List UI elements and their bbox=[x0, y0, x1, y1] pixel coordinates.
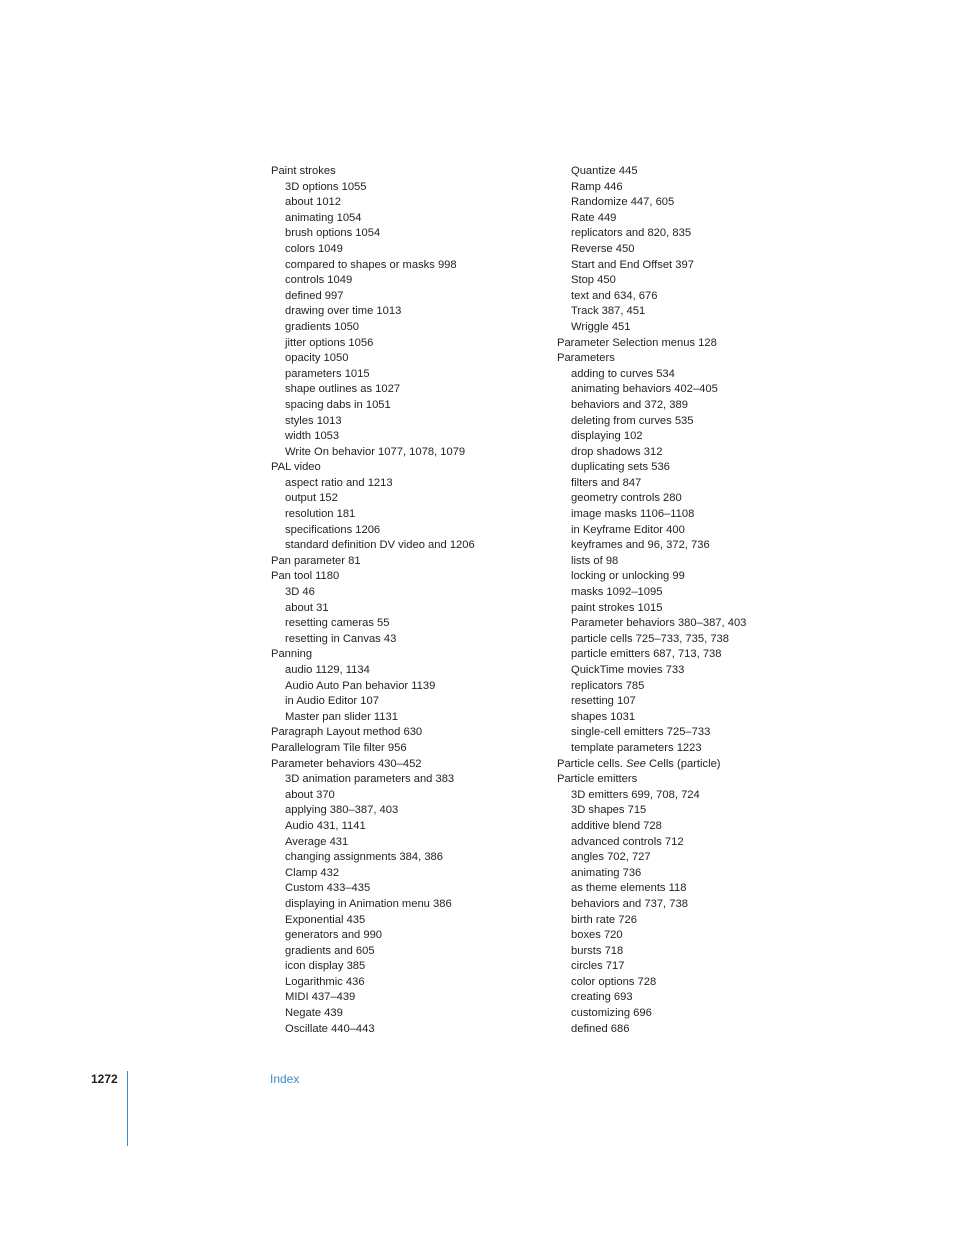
index-subentry: filters and 847 bbox=[571, 476, 642, 489]
index-subentry: Audio 431, 1141 bbox=[285, 819, 366, 832]
index-subentry: output 152 bbox=[285, 492, 338, 505]
index-subentry: particle emitters 687, 713, 738 bbox=[571, 648, 722, 661]
index-subentry: resetting in Canvas 43 bbox=[285, 632, 397, 645]
index-subentry: 3D options 1055 bbox=[285, 180, 367, 193]
index-entry: Paint strokes bbox=[271, 165, 336, 177]
index-subentry: displaying 102 bbox=[571, 430, 643, 443]
index-subentry: Parameter behaviors 380–387, 403 bbox=[571, 617, 747, 630]
index-subentry: circles 717 bbox=[571, 960, 625, 973]
index-subentry: customizing 696 bbox=[571, 1007, 652, 1020]
index-subentry: defined 997 bbox=[285, 289, 344, 302]
index-subentry: spacing dabs in 1051 bbox=[285, 398, 391, 411]
index-subentry: QuickTime movies 733 bbox=[571, 664, 685, 676]
index-subentry: additive blend 728 bbox=[571, 819, 662, 832]
index-subentry: template parameters 1223 bbox=[571, 741, 702, 754]
index-subentry: Stop 450 bbox=[571, 274, 616, 287]
index-subentry: animating behaviors 402–405 bbox=[571, 383, 718, 396]
index-subentry: about 31 bbox=[285, 601, 329, 614]
index-subentry: displaying in Animation menu 386 bbox=[285, 897, 452, 910]
index-subentry: changing assignments 384, 386 bbox=[285, 851, 443, 864]
index-subentry: masks 1092–1095 bbox=[571, 586, 663, 599]
index-subentry: Track 387, 451 bbox=[571, 305, 646, 318]
index-subentry: 3D emitters 699, 708, 724 bbox=[571, 788, 700, 801]
index-subentry: width 1053 bbox=[285, 430, 340, 443]
index-entry: Paragraph Layout method 630 bbox=[271, 726, 423, 739]
index-entry: Parameter Selection menus 128 bbox=[557, 336, 717, 349]
index-subentry: Start and End Offset 397 bbox=[571, 258, 694, 271]
index-subentry: Exponential 435 bbox=[285, 913, 366, 926]
index-entry: Panning bbox=[271, 648, 313, 661]
index-subentry: boxes 720 bbox=[571, 929, 623, 942]
index-subentry: opacity 1050 bbox=[285, 352, 349, 365]
index-subentry: locking or unlocking 99 bbox=[571, 570, 685, 583]
index-subentry: Custom 433–435 bbox=[285, 882, 371, 895]
index-subentry: MIDI 437–439 bbox=[285, 991, 356, 1004]
index-subentry: about 370 bbox=[285, 788, 335, 801]
index-subentry: audio 1129, 1134 bbox=[285, 664, 370, 676]
index-subentry: styles 1013 bbox=[285, 414, 342, 427]
index-subentry: aspect ratio and 1213 bbox=[285, 476, 393, 489]
index-subentry: Oscillate 440–443 bbox=[285, 1022, 375, 1035]
index-subentry: gradients 1050 bbox=[285, 320, 360, 333]
index-subentry: controls 1049 bbox=[285, 274, 353, 287]
index-subentry: angles 702, 727 bbox=[571, 851, 651, 864]
index-entry: Pan parameter 81 bbox=[271, 554, 361, 567]
index-subentry: animating 736 bbox=[571, 866, 642, 879]
index-column-left bbox=[271, 164, 551, 1037]
index-subentry: Negate 439 bbox=[285, 1007, 343, 1020]
index-subentry: shapes 1031 bbox=[571, 710, 636, 723]
index-subentry: Rate 449 bbox=[571, 211, 617, 224]
index-subentry: 3D animation parameters and 383 bbox=[285, 773, 455, 786]
index-subentry: single-cell emitters 725–733 bbox=[571, 726, 711, 739]
index-entry: Parameter behaviors 430–452 bbox=[271, 757, 422, 770]
index-subentry: standard definition DV video and 1206 bbox=[285, 539, 475, 552]
index-subentry: Ramp 446 bbox=[571, 180, 623, 193]
index-subentry: parameters 1015 bbox=[285, 367, 370, 380]
index-subentry: Wriggle 451 bbox=[571, 320, 631, 333]
index-subentry: replicators 785 bbox=[571, 679, 645, 692]
index-entry: Parallelogram Tile filter 956 bbox=[271, 741, 407, 754]
index-subentry: generators and 990 bbox=[285, 929, 383, 942]
index-subentry: Logarithmic 436 bbox=[285, 975, 365, 988]
index-subentry: resetting cameras 55 bbox=[285, 617, 390, 630]
index-subentry: keyframes and 96, 372, 736 bbox=[571, 539, 710, 552]
index-subentry: Audio Auto Pan behavior 1139 bbox=[285, 679, 436, 692]
index-subentry: lists of 98 bbox=[571, 554, 619, 567]
index-subentry: defined 686 bbox=[571, 1022, 630, 1035]
index-subentry: resetting 107 bbox=[571, 695, 636, 708]
index-subentry: Write On behavior 1077, 1078, 1079 bbox=[285, 445, 466, 458]
index-subentry: creating 693 bbox=[571, 991, 633, 1004]
index-subentry: icon display 385 bbox=[285, 960, 366, 973]
index-subentry: Quantize 445 bbox=[571, 165, 638, 177]
index-subentry: behaviors and 737, 738 bbox=[571, 897, 688, 910]
index-subentry: replicators and 820, 835 bbox=[571, 227, 692, 240]
index-subentry: brush options 1054 bbox=[285, 227, 381, 240]
index-entry: Parameters bbox=[557, 352, 615, 365]
index-subentry: advanced controls 712 bbox=[571, 835, 684, 848]
index-subentry: image masks 1106–1108 bbox=[571, 508, 695, 521]
index-subentry: drop shadows 312 bbox=[571, 445, 663, 458]
index-subentry: paint strokes 1015 bbox=[571, 601, 663, 614]
index-entry: Particle emitters bbox=[557, 773, 638, 786]
index-column-right bbox=[557, 164, 847, 1037]
index-entry: Particle cells. See Cells (particle) bbox=[557, 757, 721, 770]
index-subentry: adding to curves 534 bbox=[571, 367, 675, 380]
index-subentry: shape outlines as 1027 bbox=[285, 383, 401, 396]
index-subentry: 3D 46 bbox=[285, 586, 315, 599]
index-subentry: Average 431 bbox=[285, 835, 349, 848]
index-subentry: compared to shapes or masks 998 bbox=[285, 258, 457, 271]
index-subentry: 3D shapes 715 bbox=[571, 804, 647, 817]
index-subentry: colors 1049 bbox=[285, 242, 343, 255]
index-subentry: in Keyframe Editor 400 bbox=[571, 523, 685, 536]
index-subentry: specifications 1206 bbox=[285, 523, 381, 536]
index-subentry: birth rate 726 bbox=[571, 913, 637, 926]
index-subentry: geometry controls 280 bbox=[571, 492, 682, 505]
index-entry: PAL video bbox=[271, 461, 321, 474]
section-label: Index bbox=[270, 1072, 300, 1086]
index-subentry: Randomize 447, 605 bbox=[571, 196, 675, 209]
index-entry: Pan tool 1180 bbox=[271, 570, 340, 583]
index-subentry: deleting from curves 535 bbox=[571, 414, 694, 427]
index-subentry: color options 728 bbox=[571, 975, 657, 988]
index-subentry: bursts 718 bbox=[571, 944, 624, 957]
index-subentry: jitter options 1056 bbox=[285, 336, 374, 349]
index-subentry: applying 380–387, 403 bbox=[285, 804, 399, 817]
index-subentry: Clamp 432 bbox=[285, 866, 340, 879]
index-subentry: as theme elements 118 bbox=[571, 882, 687, 895]
footer-rule bbox=[127, 1071, 128, 1146]
index-subentry: behaviors and 372, 389 bbox=[571, 398, 688, 411]
index-subentry: gradients and 605 bbox=[285, 944, 375, 957]
index-subentry: text and 634, 676 bbox=[571, 289, 658, 302]
page-number: 1272 bbox=[91, 1072, 118, 1086]
index-subentry: duplicating sets 536 bbox=[571, 461, 670, 474]
index-subentry: animating 1054 bbox=[285, 211, 362, 224]
index-subentry: about 1012 bbox=[285, 196, 341, 209]
index-subentry: drawing over time 1013 bbox=[285, 305, 402, 318]
index-subentry: Reverse 450 bbox=[571, 242, 635, 255]
index-subentry: in Audio Editor 107 bbox=[285, 695, 379, 708]
index-subentry: particle cells 725–733, 735, 738 bbox=[571, 632, 729, 645]
index-subentry: resolution 181 bbox=[285, 508, 356, 521]
index-subentry: Master pan slider 1131 bbox=[285, 710, 398, 723]
